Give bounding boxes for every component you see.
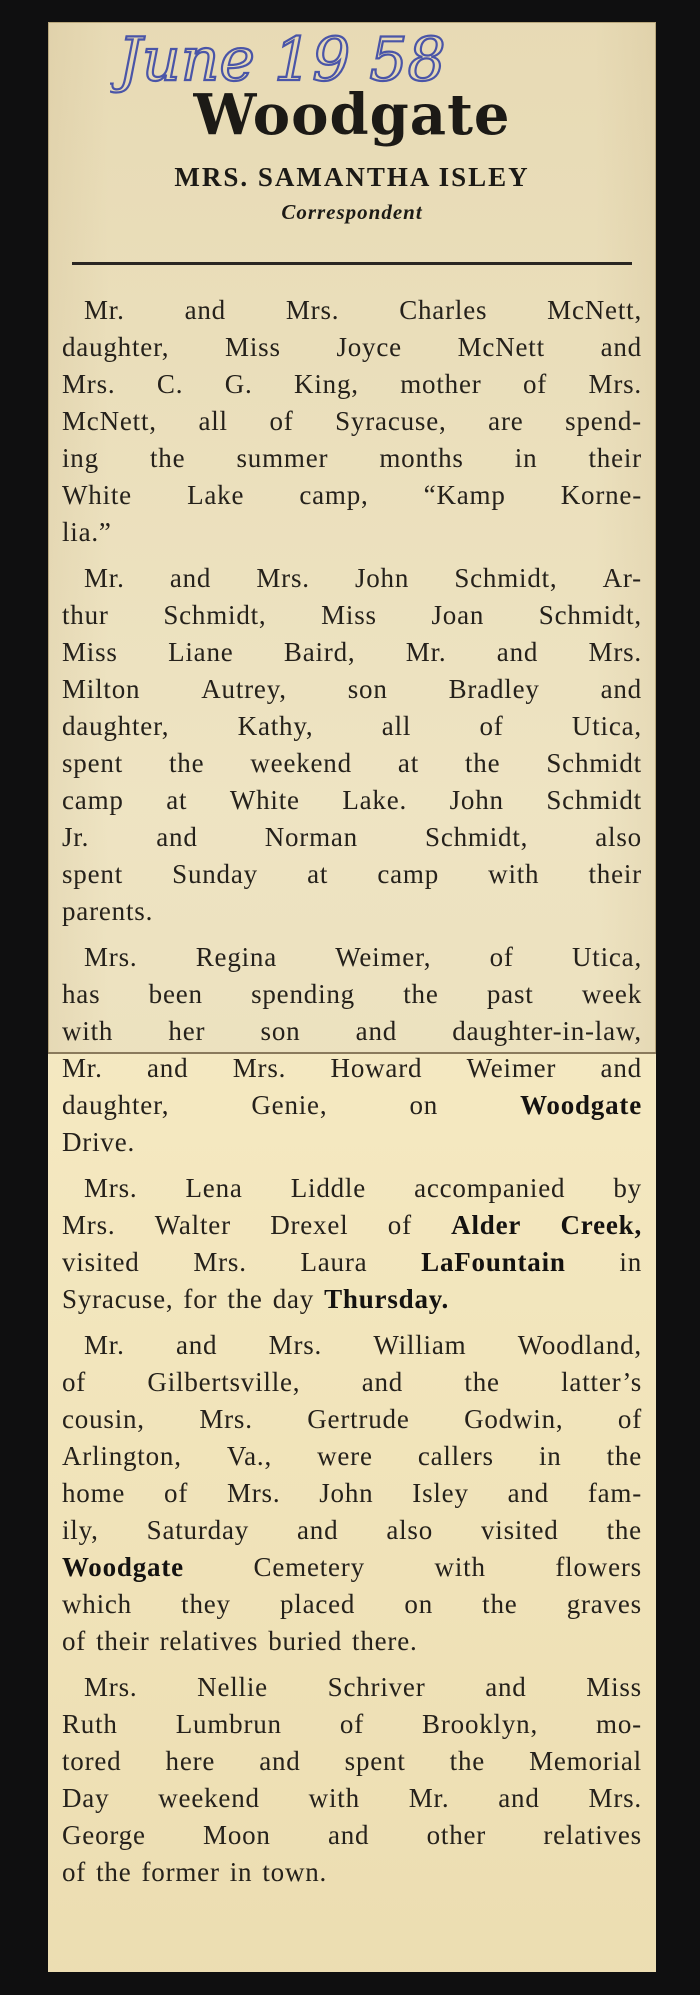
word: Thursday. [324,1284,450,1314]
word: of [269,406,294,436]
text-line [62,514,642,551]
word: White [229,785,300,815]
word: their [588,859,642,889]
word: George [62,1820,146,1850]
news-item [62,292,642,551]
word: are [488,406,524,436]
word: Schmidt, [425,822,529,852]
word: Mrs. [84,1173,138,1203]
word: lia.” [62,517,112,547]
word: Joyce [336,332,402,362]
word: camp, [299,480,369,510]
word: Gilbertsville, [147,1367,301,1397]
word: home [62,1478,126,1508]
word: Weimer [466,1053,557,1083]
word: Mrs. [62,1210,116,1240]
word: John [319,1478,374,1508]
word: Miss [225,332,281,362]
word: Schmidt, [538,600,642,630]
word: all [381,711,412,741]
word: graves [566,1589,642,1619]
word: by [613,1173,642,1203]
word: Schmidt, [454,563,558,593]
word: Brooklyn, [422,1709,538,1739]
word: for [183,1284,218,1314]
news-item [62,1669,642,1891]
word: the [96,1857,132,1887]
word: Woodgate [62,1552,184,1582]
word: daughter, [62,332,170,362]
word: of [339,1709,364,1739]
word: the [403,979,439,1009]
word: of [479,711,504,741]
word: Utica, [571,711,642,741]
word: of [617,1404,642,1434]
text-line [62,893,642,930]
word: months [379,443,464,473]
text-line [62,292,642,329]
word: and [327,1820,370,1850]
word: Ar- [602,563,642,593]
word: Walter [154,1210,231,1240]
word: in [229,1857,253,1887]
word: Mrs. [193,1247,247,1277]
word: parents. [62,896,154,926]
word: Mrs. [62,369,116,399]
word: the [168,748,205,778]
word: spending [251,979,355,1009]
word: and [175,1330,218,1360]
word: Mr. [62,1053,103,1083]
word: with [488,859,540,889]
word: flowers [555,1552,642,1582]
word: the [227,1284,263,1314]
word: Mr. [84,1330,125,1360]
word: day [272,1284,315,1314]
word: accompanied [414,1173,566,1203]
text-line [62,1050,642,1087]
word: Lumbrun [175,1709,282,1739]
word: ily, [62,1515,99,1545]
text-line [62,403,642,440]
word: has [62,979,101,1009]
news-item [62,1327,642,1660]
text-line [62,819,642,856]
text-line [62,329,642,366]
word: Drive. [62,1127,136,1157]
text-line [62,477,642,514]
word: and [498,1783,540,1813]
word: latter’s [561,1367,642,1397]
word: Mrs. [84,1672,138,1702]
word: thur [62,600,109,630]
word: Baird, [283,637,356,667]
word: were [317,1441,373,1471]
word: her [168,1016,206,1046]
word: Mrs. [232,1053,287,1083]
word: weekend [250,748,352,778]
word: with [62,1016,114,1046]
word: Mrs. [285,295,340,325]
word: Miss [586,1672,642,1702]
word: their [588,443,642,473]
masthead-divider [72,262,632,265]
word: tored [62,1746,122,1776]
word: the [449,1746,486,1776]
word: “Kamp [423,480,506,510]
word: in [538,1441,562,1471]
word: John [354,563,410,593]
word: Mrs. [588,637,642,667]
article-body [62,292,642,1900]
word: past [486,979,534,1009]
word: ing [62,443,99,473]
text-line [62,976,642,1013]
word: Syracuse, [62,1284,174,1314]
word: callers [417,1441,494,1471]
word: in [619,1247,642,1277]
word: there. [352,1626,418,1656]
word: also [595,822,642,852]
handwritten-date-text: June 19 58 [118,25,446,95]
word: Norman [264,822,358,852]
word: of [387,1210,412,1240]
word: Joan [431,600,485,630]
word: and [297,1515,339,1545]
word: visited [62,1247,140,1277]
word: camp [377,859,439,889]
text-line [62,1475,642,1512]
word: Saturday [146,1515,250,1545]
news-item [62,560,642,930]
word: Korne- [560,480,642,510]
word: and [156,822,198,852]
word: Alder [451,1210,522,1240]
word: Jr. [62,822,90,852]
word: of [522,369,548,399]
text-line [62,1669,642,1706]
word: and [496,637,539,667]
word: son [260,1016,301,1046]
word: the [464,748,501,778]
word: the [150,443,186,473]
word: Sunday [172,859,258,889]
word: Day [62,1783,110,1813]
word: other [426,1820,487,1850]
word: and [147,1053,189,1083]
text-line [62,1438,642,1475]
word: in [514,443,538,473]
word: Woodgate [520,1090,642,1120]
word: Regina [195,942,278,972]
word: Mrs. [588,1783,642,1813]
word: Mr. [84,563,125,593]
word: relatives [159,1626,259,1656]
word: King, [294,369,359,399]
word: Howard [330,1053,423,1083]
word: of [62,1626,87,1656]
text-line [62,708,642,745]
word: and [600,1053,642,1083]
word: Godwin, [464,1404,564,1434]
word: Laura [300,1247,368,1277]
word: Mrs. [268,1330,323,1360]
word: Gertrude [307,1404,410,1434]
word: cousin, [62,1404,145,1434]
word: and [184,295,226,325]
text-line [62,1623,642,1660]
word: camp [62,785,124,815]
word: fam- [587,1478,642,1508]
text-line [62,634,642,671]
word: G. [224,369,253,399]
text-line [62,1327,642,1364]
word: summer [236,443,329,473]
text-line [62,440,642,477]
word: Mr. [405,637,447,667]
word: former [141,1857,220,1887]
word: and [600,332,642,362]
word: of [62,1367,87,1397]
text-line [62,1364,642,1401]
text-line [62,1281,642,1318]
word: at [307,859,329,889]
word: Schmidt [546,785,642,815]
word: also [386,1515,434,1545]
word: spend- [565,406,642,436]
word: on [404,1589,434,1619]
word: buried [268,1626,343,1656]
word: which [62,1589,132,1619]
column-title: Woodgate [193,82,511,148]
word: with [308,1783,360,1813]
text-line [62,745,642,782]
word: the [464,1367,500,1397]
text-line [62,597,642,634]
text-line [62,1854,642,1891]
text-line [62,1817,642,1854]
word: Mrs. [256,563,310,593]
word: Lake. [342,785,408,815]
word: son [347,674,388,704]
word: McNett, [547,295,642,325]
word: daughter, [62,1090,170,1120]
text-line [62,1512,642,1549]
text-line [62,1780,642,1817]
word: Mr. [408,1783,450,1813]
word: Lake [187,480,245,510]
word: LaFountain [421,1247,566,1277]
word: and [507,1478,549,1508]
word: their [96,1626,150,1656]
word: weekend [158,1783,260,1813]
word: Syracuse, [335,406,447,436]
word: Kathy, [237,711,314,741]
word: spent [344,1746,406,1776]
text-line [62,782,642,819]
correspondent-role: Correspondent [281,200,423,224]
word: C. [156,369,184,399]
text-line [62,939,642,976]
word: Ruth [62,1709,118,1739]
word: mo- [596,1709,642,1739]
word: Creek, [560,1210,642,1240]
word: Liane [168,637,234,667]
word: and [600,674,642,704]
word: visited [481,1515,559,1545]
word: Nellie [197,1672,268,1702]
word: here [165,1746,216,1776]
word: and [361,1367,404,1397]
word: Charles [399,295,488,325]
text-line [62,1586,642,1623]
word: relatives [543,1820,642,1850]
word: on [409,1090,439,1120]
word: and [169,563,212,593]
word: Woodland, [517,1330,642,1360]
word: Schriver [327,1672,426,1702]
word: Schmidt, [163,600,267,630]
word: Lena [185,1173,243,1203]
text-line [62,366,642,403]
word: the [482,1589,518,1619]
word: mother [400,369,482,399]
word: the [606,1441,642,1471]
word: Weimer, [335,942,432,972]
word: with [434,1552,486,1582]
word: Autrey, [201,674,287,704]
word: McNett [457,332,545,362]
word: Cemetery [253,1552,365,1582]
text-line [62,1087,642,1124]
text-line [62,1549,642,1586]
word: Mrs. [226,1478,281,1508]
word: White [62,480,132,510]
word: placed [279,1589,356,1619]
word: Utica, [571,942,642,972]
word: spent [62,748,123,778]
word: town. [262,1857,328,1887]
word: at [397,748,419,778]
word: Mrs. [84,942,138,972]
word: Genie, [251,1090,328,1120]
text-line [62,1706,642,1743]
word: Drexel [270,1210,349,1240]
text-line [62,671,642,708]
news-item [62,1170,642,1318]
word: and [355,1016,398,1046]
word: McNett, [62,406,157,436]
text-line [62,560,642,597]
word: Miss [62,637,118,667]
word: John [449,785,504,815]
word: Bradley [448,674,540,704]
word: daughter-in-law, [452,1016,642,1046]
news-item [62,939,642,1161]
text-line [62,1013,642,1050]
text-line [62,1244,642,1281]
word: and [259,1746,301,1776]
text-line [62,1207,642,1244]
word: William [373,1330,467,1360]
word: they [181,1589,231,1619]
text-line [62,1743,642,1780]
word: spent [62,859,123,889]
correspondent-name: MRS. SAMANTHA ISLEY [174,162,530,192]
word: Va., [226,1441,273,1471]
word: been [148,979,203,1009]
word: Memorial [529,1746,642,1776]
text-line [62,1170,642,1207]
word: Schmidt [546,748,642,778]
text-line [62,856,642,893]
word: of [489,942,514,972]
word: and [485,1672,527,1702]
word: the [606,1515,642,1545]
word: Mr. [84,295,125,325]
word: Liddle [290,1173,367,1203]
word: Moon [203,1820,271,1850]
word: of [62,1857,87,1887]
word: Isley [412,1478,469,1508]
word: Miss [321,600,377,630]
word: Arlington, [62,1441,182,1471]
word: of [164,1478,189,1508]
word: Mrs. [199,1404,253,1434]
word: daughter, [62,711,170,741]
word: Milton [62,674,141,704]
word: at [166,785,188,815]
word: week [581,979,642,1009]
word: Mrs. [588,369,642,399]
word: all [198,406,228,436]
text-line [62,1401,642,1438]
text-line [62,1124,642,1161]
